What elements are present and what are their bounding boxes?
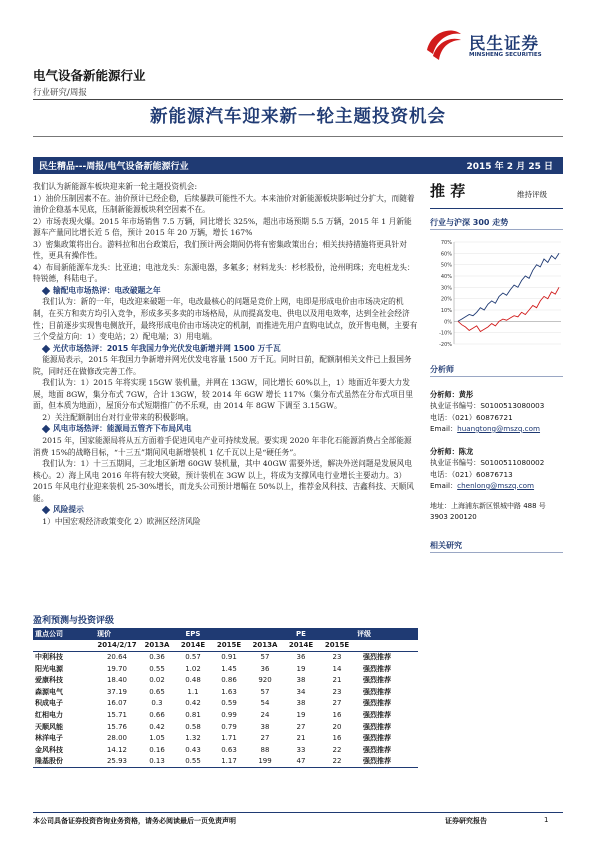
y-tick-label: -10%: [439, 330, 452, 337]
table-row: [33, 756, 418, 768]
rating-cell: 强烈推荐: [363, 745, 391, 754]
point-4: 4）布局新能源车龙头：比亚迪；电池龙头：东源电器，多氟多；材料龙头：杉杉股份，沧州明珠；充电桩龙头：特锐德，科陆电子。: [33, 262, 415, 284]
related-research-heading: 相关研究: [430, 541, 462, 550]
value-cell: 27: [332, 699, 342, 708]
heading-text: 光伏市场热评：2015 年我国力争光伏发电新增并网 1500 万千瓦: [53, 343, 281, 353]
report-body: [33, 181, 418, 527]
solar-paragraph-1: 能源局表示，2015 年我国力争新增并网光伏发电容量 1500 万千瓦。同时日前，配额制相关文件已上报国务院，同时还在做修改完善工作。: [33, 355, 412, 376]
heading-text: 输配电市场热评：电改破题之年: [53, 285, 161, 295]
value-cell: 25.93: [95, 756, 139, 768]
value-cell: 36: [260, 664, 270, 673]
page-number: 1: [544, 816, 549, 824]
analyst-label: 分析师：: [430, 447, 459, 456]
header-cell: 重点公司: [33, 628, 95, 640]
value-cell: 20: [332, 722, 342, 731]
rating-cell: 强烈推荐: [363, 734, 391, 743]
header-cell: 2013A: [247, 640, 283, 652]
value-cell: 0.59: [221, 699, 237, 708]
rating-cell: 强烈推荐: [363, 699, 391, 708]
value-cell: 38: [296, 699, 306, 708]
value-cell: 0.81: [185, 710, 201, 719]
y-tick-label: 50%: [440, 262, 452, 269]
table-header-row-2: [33, 640, 418, 652]
value-cell: 19: [296, 664, 306, 673]
value-cell: 0.16: [149, 745, 165, 754]
value-cell: 37.19: [106, 687, 128, 696]
value-cell: 0.02: [149, 676, 165, 685]
rating-cell: 强烈推荐: [363, 722, 391, 731]
rating-cell: 强烈推荐: [363, 676, 391, 685]
solar-paragraph-2: 我们认为：1）2015 年将实现 15GW 装机量，并网在 13GW，同比增长 60%以上，1）地面近年要大力发展，地面 8GW，集分布式 7GW，合计 13GW，较 2014 年 6GW 增长 117%（集分布式虽然在分布式项目里面，但本质为地面），屋顶分布式短期推广仍不乐观，由 2014 年 8GW 下调至 3.15GW。: [33, 378, 414, 411]
value-cell: 0.57: [185, 653, 201, 662]
y-tick-label: 40%: [440, 274, 452, 280]
value-cell: 1.45: [221, 664, 237, 673]
header-cell: 2013A: [139, 640, 175, 652]
table-row: [33, 721, 418, 733]
value-cell: 21: [296, 734, 306, 743]
related-research-divider: [430, 552, 563, 553]
value-cell: 16.07: [106, 699, 128, 708]
value-cell: 34: [296, 687, 306, 696]
report-type: 行业研究/周报: [33, 88, 87, 98]
footer-doc-type: 证券研究报告: [445, 817, 487, 825]
value-cell: 1.02: [185, 664, 201, 673]
analyst-name: 陈龙: [458, 447, 474, 456]
value-cell: 0.3: [151, 699, 163, 708]
y-tick-label: 60%: [440, 251, 452, 258]
y-tick-label: 70%: [440, 240, 452, 246]
report-date: 2015 年 2 月 25 日: [466, 162, 553, 172]
value-cell: 27: [296, 722, 306, 731]
value-cell: 36: [296, 653, 306, 662]
logo-name: 民生证券: [469, 34, 539, 53]
bullet-diamond-icon: [42, 506, 50, 514]
y-tick-label: -20%: [439, 342, 452, 348]
bullet-diamond-icon: [42, 287, 50, 295]
y-tick-label: 30%: [440, 285, 452, 292]
header-cell: 评级: [355, 628, 418, 640]
solar-paragraph-3: 2）关注配额制出台对行业带来的积极影响。: [42, 412, 194, 422]
company-name-cell: 积成电子: [35, 699, 63, 708]
value-cell: 47: [283, 756, 319, 768]
rating-cell: 强烈推荐: [355, 756, 418, 768]
rating-divider: [430, 208, 563, 209]
industry-vs-csi300-chart: [430, 236, 563, 356]
analyst-divider: [430, 376, 563, 377]
heading-solar: [33, 343, 418, 355]
value-cell: 20.64: [106, 653, 128, 662]
forecast-table: [33, 628, 418, 768]
table-row: [33, 686, 418, 698]
value-cell: 14: [332, 664, 342, 673]
header-cell: 2015E: [211, 640, 247, 652]
rating-cell: 强烈推荐: [363, 653, 391, 662]
value-cell: 0.48: [185, 676, 201, 685]
value-cell: 0.86: [221, 676, 237, 685]
table-row: [33, 674, 418, 686]
value-cell: 1.17: [211, 756, 247, 768]
value-cell: 23: [332, 653, 342, 662]
heading-text: 风电市场热评：能源局五管齐下布局风电: [53, 424, 192, 434]
analyst-label: 分析师：: [430, 390, 459, 399]
section-banner: [33, 157, 563, 174]
company-name-cell: 林洋电子: [35, 734, 63, 743]
table-row: [33, 744, 418, 756]
value-cell: 14.12: [106, 745, 128, 754]
header-cell: 2014E: [283, 640, 319, 652]
header-cell-empty: [33, 640, 95, 652]
header-cell-empty: [355, 640, 418, 652]
analyst-email-label: Email：: [430, 423, 458, 433]
value-cell: 1.71: [221, 734, 237, 743]
table-row: [33, 732, 418, 744]
rating-cell: 强烈推荐: [363, 687, 391, 696]
table-row: [33, 663, 418, 675]
value-cell: 57: [260, 653, 270, 662]
value-cell: 0.55: [175, 756, 211, 768]
company-name-cell: 金风科技: [35, 745, 63, 754]
value-cell: 57: [260, 687, 270, 696]
point-3: 3）密集政策将出台。游料拉和出台政策后，我们预计两会期间仍将有密集政策出台；相关扶持措施将更具针对性，更具有操作性。: [33, 239, 407, 261]
point-2: 2）市场表现火爆。2015 年市场销售 7.5 万辆，同比增长 325%，超出市场预期 5.5 万辆，2015 年 1 月新能源车产量同比增长近 5 倍，预计 2015 年 20 万辆，增长 167%: [33, 216, 412, 238]
chart-heading-divider: [430, 229, 563, 230]
analyst-phone: 电话：（021）60876713: [430, 469, 513, 479]
value-cell: 54: [260, 699, 270, 708]
y-tick-label: 20%: [440, 296, 452, 303]
bullet-diamond-icon: [42, 344, 50, 352]
value-cell: 1.32: [185, 734, 201, 743]
value-cell: 15.76: [106, 722, 128, 731]
value-cell: 0.42: [185, 699, 201, 708]
value-cell: 22: [319, 756, 355, 768]
report-title: 新能源汽车迎来新一轮主题投资机会: [150, 107, 446, 127]
analyst-2: [430, 446, 563, 491]
value-cell: 0.13: [139, 756, 175, 768]
value-cell: 88: [260, 745, 270, 754]
value-cell: 27: [260, 734, 270, 743]
header-cell: 2014E: [175, 640, 211, 652]
value-cell: 21: [332, 676, 342, 685]
header-cell: 2015E: [319, 640, 355, 652]
header-cell: PE: [247, 628, 355, 640]
value-cell: 16: [332, 734, 342, 743]
point-1: 1）油价压制因素不在。油价预计已经企稳，后续暴跌可能性不大。本来油价对新能源板块影响过分扩大，而随着油价企稳基本见底，压制新能源板块利空因素不在。: [33, 193, 415, 215]
value-cell: 920: [258, 676, 272, 685]
table-row: [33, 651, 418, 663]
analyst-name: 黄彤: [458, 390, 474, 399]
forecast-table-title: 盈利预测与投资评级: [33, 616, 115, 626]
footer-divider: [33, 812, 563, 813]
value-cell: 0.42: [149, 722, 165, 731]
value-cell: 0.63: [221, 745, 237, 754]
series-line-2: [458, 287, 559, 331]
table-row: [33, 698, 418, 710]
company-name-cell: 爱康科技: [35, 676, 63, 685]
analyst-email-label: Email：: [430, 480, 458, 490]
company-name-cell: 森源电气: [35, 687, 63, 696]
rating-maintained: 维持评级: [517, 190, 547, 199]
header-cell: 现价: [95, 628, 139, 640]
industry-name: 电气设备新能源行业: [33, 68, 146, 83]
value-cell: 38: [296, 676, 306, 685]
heading-wind: [33, 423, 418, 435]
logo-mark-icon: [421, 24, 465, 64]
analyst-cert: 执业证书编号：S0100511080002: [430, 458, 545, 468]
company-name-cell: 阳光电源: [35, 664, 63, 673]
value-cell: 0.99: [221, 710, 237, 719]
value-cell: 1.1: [187, 687, 199, 696]
value-cell: 0.36: [149, 653, 165, 662]
company-name-cell: 中利科技: [35, 653, 63, 662]
heading-risk: [33, 504, 418, 516]
title-divider: [33, 136, 563, 137]
rating: 推 荐: [430, 182, 466, 200]
analyst-1: [430, 389, 563, 434]
value-cell: 28.00: [106, 734, 128, 743]
value-cell: 33: [296, 745, 306, 754]
bullet-diamond-icon: [42, 425, 50, 433]
analyst-heading: 分析师: [430, 365, 454, 374]
wind-paragraph-2: 我们认为：1）十三五期间，三北地区新增 60GW 装机量，其中 40GW 需要外送，解决外送问题是发展风电核心。2）海上风电 2016 年将有较大突破，预计装机在 3GW 以上，将成为支撑风电行业增长主要动力。3）2015 年风电行业迎来装机 25-30%增长，而龙头公司预计增幅在 50%以上，推荐金风科技、吉鑫科技、天顺风能。: [33, 459, 414, 503]
y-tick-label: 0%: [444, 319, 452, 326]
heading-power-grid: [33, 285, 418, 297]
chart-heading: 行业与沪深 300 走势: [430, 218, 509, 227]
footer-disclaimer: 本公司具备证券投资咨询业务资格，请务必阅读最后一页免责声明: [33, 817, 236, 825]
logo-english-name: MINSHENG SECURITIES: [469, 52, 542, 58]
table-row: [33, 709, 418, 721]
value-cell: 1.63: [221, 687, 237, 696]
analyst-cert: 执业证书编号：S0100513080003: [430, 401, 545, 411]
company-name-cell: 天顺风能: [35, 722, 63, 731]
risk-paragraph: 1）中国宏观经济政策变化 2）欧洲区经济风险: [42, 516, 201, 526]
company-name-cell: 隆基股份: [33, 756, 95, 768]
value-cell: 38: [260, 722, 270, 731]
header-cell: 2014/2/17: [95, 640, 139, 652]
header-divider: [33, 99, 563, 100]
heading-text: 风险提示: [53, 505, 84, 515]
value-cell: 0.55: [149, 664, 165, 673]
value-cell: 18.40: [106, 676, 128, 685]
value-cell: 16: [332, 710, 342, 719]
analyst-email-link[interactable]: chenlong@mszq.com: [457, 480, 535, 490]
company-address: 地址：上海浦东新区银城中路 488 号 3903 200120: [430, 502, 546, 522]
value-cell: 1.05: [149, 734, 165, 743]
table-header-row-1: [33, 628, 418, 640]
value-cell: 0.58: [185, 722, 201, 731]
header-cell: EPS: [139, 628, 247, 640]
analyst-email-link[interactable]: huangtong@mszq.com: [457, 423, 541, 433]
power-grid-paragraph: 我们认为：新的一年，电改迎来破题一年，电改最核心的问题是竞价上网，电即是形成电价由市场决定的机制，在买方和卖方均引入竞争，形成多买多卖的市场格局，从而提高发电、供电以及用电效率，达到全社会经济性；目前逐步实现售电侧放开，最终形成电价由市场决定的机制，而推进先用户直购电试点，放开售电侧，主要有三个受益方向：1）变电站；2）配电端；3）用电端。: [33, 297, 418, 342]
value-cell: 15.71: [106, 710, 128, 719]
y-tick-label: 10%: [440, 308, 452, 314]
value-cell: 0.91: [221, 653, 237, 662]
banner-category: 民生精品---周报/电气设备新能源行业: [39, 162, 189, 172]
company-logo: [421, 24, 571, 64]
value-cell: 0.43: [185, 745, 201, 754]
intro-paragraph: 我们认为新能源车板块迎来新一轮主题投资机会:: [33, 182, 198, 191]
value-cell: 199: [247, 756, 283, 768]
wind-paragraph-1: 2015 年，国家能源局将从五方面着手促进风电产业可持续发展。要实现 2020 年非化石能源消费占全部能源消费 15%的战略目标，“十三五”期间风电新增装机 1 亿千瓦以上是“硬任务”。: [33, 436, 412, 457]
value-cell: 24: [260, 710, 270, 719]
value-cell: 19.70: [106, 664, 128, 673]
rating-cell: 强烈推荐: [363, 710, 391, 719]
value-cell: 22: [332, 745, 342, 754]
value-cell: 0.65: [149, 687, 165, 696]
value-cell: 23: [332, 687, 342, 696]
value-cell: 19: [296, 710, 306, 719]
rating-cell: 强烈推荐: [363, 664, 391, 673]
value-cell: 0.79: [221, 722, 237, 731]
company-name-cell: 红相电力: [35, 710, 63, 719]
value-cell: 0.66: [149, 710, 165, 719]
table-body: [33, 651, 418, 767]
analyst-phone: 电话：（021）60876721: [430, 412, 513, 422]
